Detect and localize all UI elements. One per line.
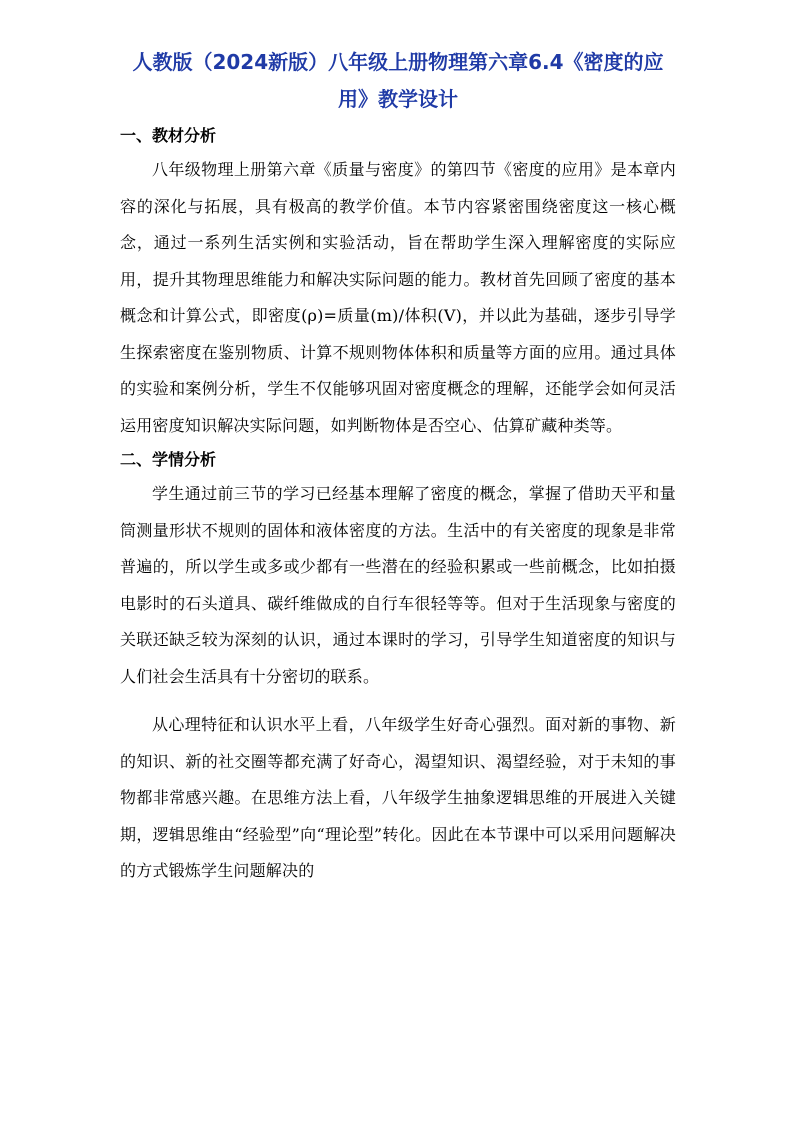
paragraph-student-analysis-2: 从心理特征和认识水平上看，八年级学生好奇心强烈。面对新的事物、新的知识、新的社交圈等都充满了好奇心，渴望知识、渴望经验，对于未知的事物都非常感兴趣。在思维方法上看，八年级学生抽象逻辑思维的开展进入关键期，逻辑思维由“经验型”向“理论型”转化。因此在本节课中可以采用问题解决的方式锻炼学生问题解决的 — [120, 715, 676, 880]
document-title: 人教版（2024新版）八年级上册物理第六章6.4《密度的应用》教学设计 — [132, 50, 664, 111]
paragraph-textbook-analysis: 八年级物理上册第六章《质量与密度》的第四节《密度的应用》是本章内容的深化与拓展，具有极高的教学价值。本节内容紧密围绕密度这一核心概念，通过一系列生活实例和实验活动，旨在帮助学生深入理解密度的实际应用，提升其物理思维能力和解决实际问题的能力。教材首先回顾了密度的基本概念和计算公式，即密度(ρ)=质量(m)/体积(V)，并以此为基础，逐步引导学生探索密度在鉴别物质、计算不规则物体体积和质量等方面的应用。通过具体的实验和案例分析，学生不仅能够巩固对密度概念的理解，还能学会如何灵活运用密度知识解决实际问题，如判断物体是否空心、估算矿藏种类等。 — [120, 160, 676, 435]
section-textbook-analysis — [120, 120, 676, 444]
section-student-analysis — [120, 444, 676, 890]
paragraph-student-analysis-1: 学生通过前三节的学习已经基本理解了密度的概念，掌握了借助天平和量筒测量形状不规则的固体和液体密度的方法。生活中的有关密度的现象是非常普遍的，所以学生或多或少都有一些潜在的经验积累或一些前概念，比如拍摄电影时的石头道具、碳纤维做成的自行车很轻等等。但对于生活现象与密度的关联还缺乏较为深刻的认识，通过本课时的学习，引导学生知道密度的知识与人们社会生活具有十分密切的联系。 — [120, 484, 676, 686]
section-heading-textbook-analysis: 一、教材分析 — [120, 126, 217, 145]
section-heading-student-analysis: 二、学情分析 — [120, 450, 217, 469]
